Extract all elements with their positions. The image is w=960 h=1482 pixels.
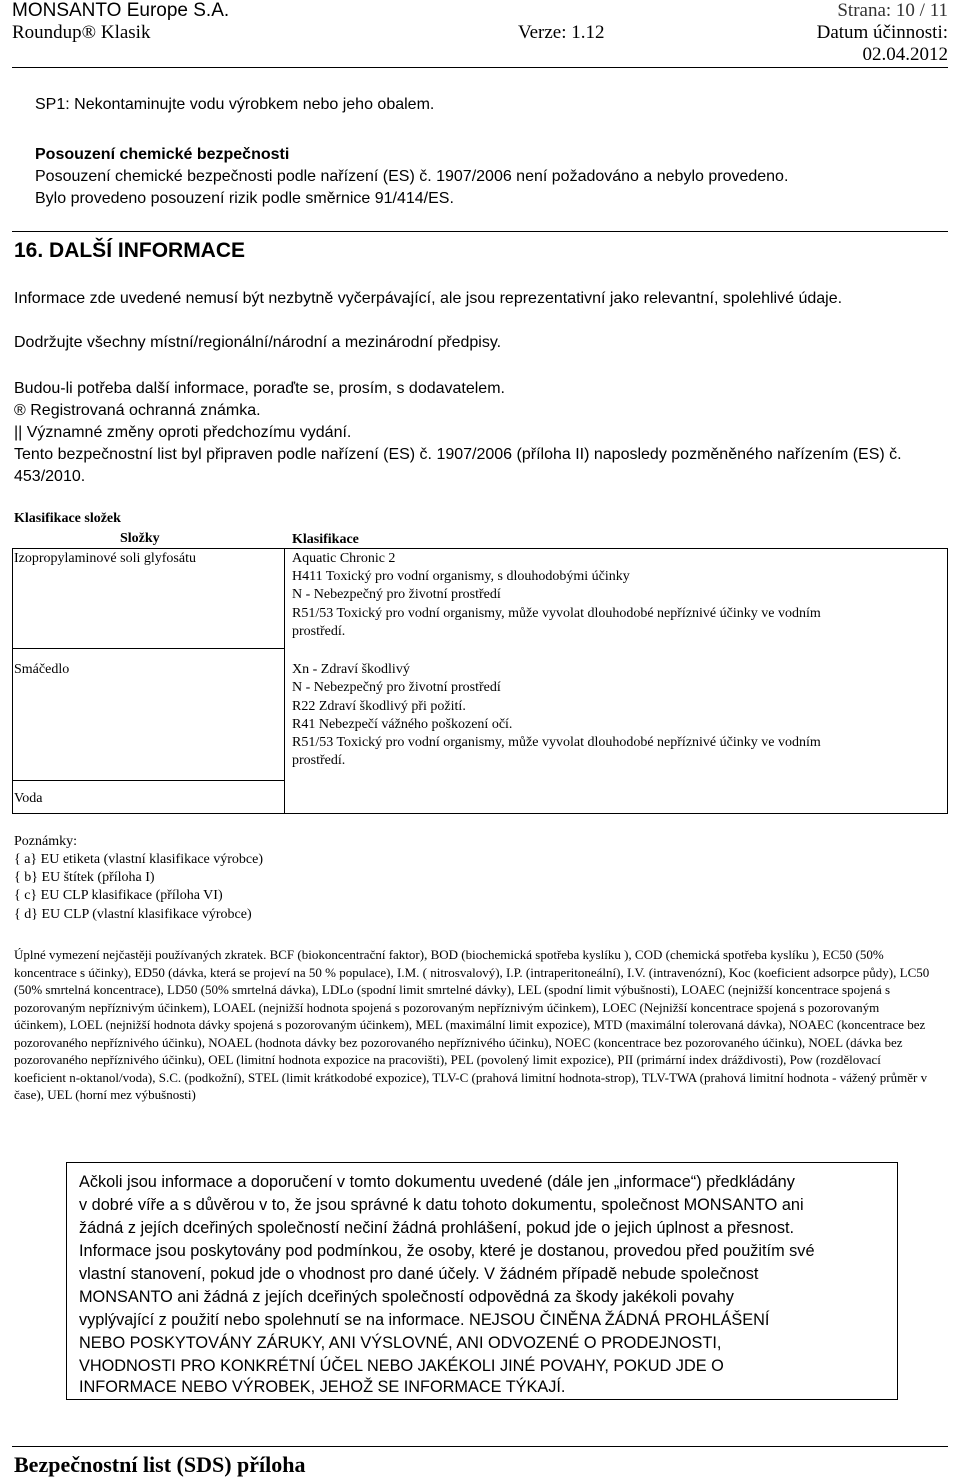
classification-title: Klasifikace složek	[14, 511, 121, 526]
disclaimer-line: VHODNOSTI PRO KONKRÉTNÍ ÚČEL NEBO JAKÉKOLI JINÉ POVAHY, POKUD JDE O	[79, 1357, 724, 1375]
disclaimer-line: žádná z jejích dceřiných společností nečiní žádná prohlášení, pokud jde o jejich úplnost a přesnost.	[79, 1219, 795, 1237]
table-row-classification-line: N - Nebezpečný pro životní prostředí	[292, 680, 501, 695]
page-number: Strana: 10 / 11	[837, 0, 948, 21]
version: Verze: 1.12	[518, 22, 605, 43]
company-name: MONSANTO Europe S.A.	[12, 0, 230, 21]
effective-date-label: Datum účinnosti:	[816, 22, 948, 43]
footer-divider	[12, 1446, 948, 1447]
table-row-classification-line: prostředí.	[292, 624, 346, 639]
table-row-classification-line: prostředí.	[292, 753, 346, 768]
table-row-classification-line: N - Nebezpečný pro životní prostředí	[292, 587, 501, 602]
note-item: { d} EU CLP (vlastní klasifikace výrobce)	[14, 907, 252, 922]
disclaimer-line: INFORMACE NEBO VÝROBEK, JEHOŽ SE INFORMACE TÝKAJÍ.	[79, 1378, 566, 1396]
note-item: { c} EU CLP klasifikace (příloha VI)	[14, 888, 223, 903]
disclaimer-line: vlastní stanovení, pokud jde o vhodnost pro dané účely. V žádném případě nebude společnost	[79, 1265, 759, 1283]
column-header-classification: Klasifikace	[292, 532, 359, 547]
table-row-classification-line: Aquatic Chronic 2	[292, 551, 396, 566]
product-name: Roundup® Klasik	[12, 22, 151, 43]
disclaimer-line: Ačkoli jsou informace a doporučení v tomto dokumentu uvedené (dále jen „informace“) předkládány	[79, 1173, 795, 1191]
safety-assessment-line1: Posouzení chemické bezpečnosti podle nařízení (ES) č. 1907/2006 není požadováno a nebylo provedeno.	[35, 168, 789, 185]
section16-p6: Tento bezpečnostní list byl připraven podle nařízení (ES) č. 1907/2006 (příloha II) naposledy pozměněného nařízením (ES) č. 453/2010.	[14, 446, 902, 485]
table-row-classification-line: R41 Nebezpečí vážného poškození očí.	[292, 717, 513, 732]
header-divider	[12, 67, 948, 68]
note-item: { a} EU etiketa (vlastní klasifikace výrobce)	[14, 852, 264, 867]
disclaimer-line: NEBO POSKYTOVÁNY ZÁRUKY, ANI VÝSLOVNÉ, ANI ODVOZENÉ O PRODEJNOSTI,	[79, 1334, 722, 1352]
column-header-components: Složky	[120, 531, 160, 546]
safety-assessment-line2: Bylo provedeno posouzení rizik podle směrnice 91/414/ES.	[35, 190, 454, 207]
section16-p4: ® Registrovaná ochranná známka.	[14, 402, 261, 419]
section16-p3: Budou-li potřeba další informace, poraďte se, prosím, s dodavatelem.	[14, 380, 505, 397]
disclaimer-line: vyplývající z použití nebo spolehnutí se na informace. NEJSOU ČINĚNA ŽÁDNÁ PROHLÁŠENÍ	[79, 1311, 770, 1329]
note-item: { b} EU štítek (příloha I)	[14, 870, 155, 885]
safety-assessment-title: Posouzení chemické bezpečnosti	[35, 146, 290, 163]
table-row-classification-line: R22 Zdraví škodlivý při požití.	[292, 699, 466, 714]
table-row-classification-line: Xn - Zdraví škodlivý	[292, 662, 410, 677]
section16-title: 16. DALŠÍ INFORMACE	[14, 239, 246, 262]
section16-p2: Dodržujte všechny místní/regionální/národní a mezinárodní předpisy.	[14, 334, 502, 351]
notes-title: Poznámky:	[14, 834, 77, 849]
disclaimer-box	[66, 1162, 898, 1400]
effective-date-value: 02.04.2012	[862, 44, 948, 65]
section-divider	[12, 231, 948, 232]
section16-p1: Informace zde uvedené nemusí být nezbytně vyčerpávající, ale jsou reprezentativní jako relevantní, spolehlivé údaje.	[14, 290, 843, 307]
section16-p5: || Významné změny oproti předchozímu vydání.	[14, 424, 352, 441]
table-row-classification-line: R51/53 Toxický pro vodní organismy, může vyvolat dlouhodobé nepříznivé účinky ve vodním	[292, 735, 821, 750]
table-row-classification-line: H411 Toxický pro vodní organismy, s dlouhodobými účinky	[292, 569, 630, 584]
disclaimer-line: v dobré víře a s důvěrou v to, že jsou správné k datu tohoto dokumentu, společnost MONSANTO ani	[79, 1196, 804, 1214]
table-row-classification-line: R51/53 Toxický pro vodní organismy, může vyvolat dlouhodobé nepříznivé účinky ve vodním	[292, 606, 821, 621]
footer-title: Bezpečnostní list (SDS) příloha	[14, 1452, 306, 1477]
disclaimer-line: Informace jsou poskytovány pod podmínkou, že osoby, které je dostanou, provedou před použitím své	[79, 1242, 815, 1260]
table-row-component: Voda	[14, 791, 43, 806]
table-row-component: Smáčedlo	[14, 662, 70, 677]
table-row-component: Izopropylaminové soli glyfosátu	[14, 551, 196, 566]
abbreviations-text: Úplné vymezení nejčastěji používaných zkratek. BCF (biokoncentrační faktor), BOD (biochemická spotřeba kyslíku ), COD (chemická spotřeba kyslíku ), EC50 (50% koncentrace s účinky), ED50 (dávka, která se projeví na 50 % populace), I.M. ( nitrosvalový), I.P. (intraperitoneální), I.V. (intravenózní), Koc (koeficient adsorpce půdy), LC50 (50% smrtelná koncentrace), LD50 (50% smrtelná dávka), LDLo (spodní limit smrtelné dávky), LEL (spodní limit výbušnosti), LOAEC (nejnižší koncentrace spojená s pozorovaným nepříznivým účinkem), LOAEL (nejnižší hodnota spojená s pozorovaným nepříznivým účinkem), LOEC (Nejnižší koncentrace spojená s pozorovaným účinkem), LOEL (nejnižší hodnota dávky spojená s pozorovaným účinkem), MEL (maximální limit expozice), MTD (maximální tolerovaná dávka), NOAEC (koncentrace bez pozorovaného nepříznivého účinku), NOAEL (hodnota dávky bez pozorovaného nepříznivého účinku), NOEC (koncentrace bez pozorovaného účinku), NOEL (dávka bez pozorovaného nepříznivého účinku), OEL (limitní hodnota expozice na pracovišti), PEL (povolený limit expozice), PII (primární index dráždivosti), Pow (rozdělovací koeficient n-oktanol/voda), S.C. (podkožní), STEL (limit krátkodobé expozice), TLV-C (prahová limitní hodnota-strop), TLV-TWA (prahová limitní hodnota - vážený průměr v čase), UEL (horní mez výbušnosti)	[14, 947, 930, 1102]
sp1-text: SP1: Nekontaminujte vodu výrobkem nebo jeho obalem.	[35, 96, 435, 113]
disclaimer-line: MONSANTO ani žádná z jejích dceřiných společností odpovědná za škody jakékoli povahy	[79, 1288, 734, 1306]
